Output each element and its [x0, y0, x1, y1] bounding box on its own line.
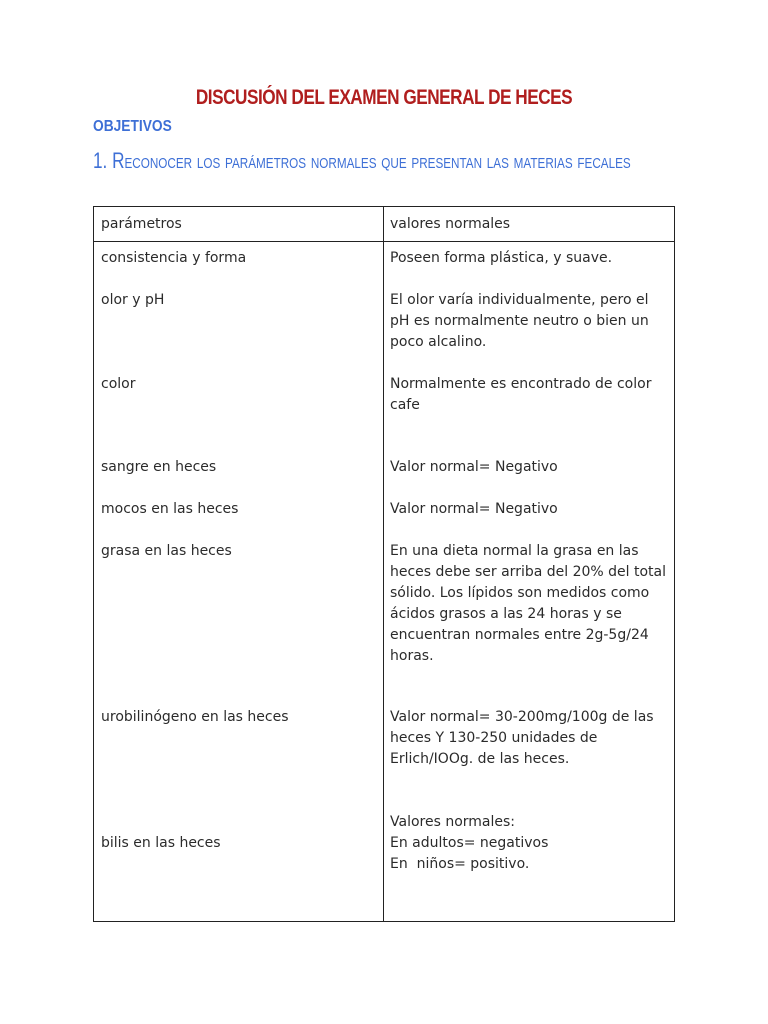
param-color: color [101, 376, 136, 392]
param-grasa: grasa en las heces [101, 543, 232, 559]
param-bilis: bilis en las heces [101, 835, 221, 851]
bilis-line: En niños= positivo. [390, 856, 530, 872]
bilis-line: Valores normales: [390, 814, 516, 830]
value-bilis [390, 812, 672, 875]
header-divider [94, 241, 674, 242]
header-parametros: parámetros [101, 216, 182, 232]
param-olor-ph: olor y pH [101, 292, 165, 308]
parameters-table [93, 206, 675, 922]
param-mocos: mocos en las heces [101, 501, 239, 517]
column-divider [383, 207, 384, 921]
value-olor-ph: El olor varía individualmente, pero el pH es normalmente neutro o bien un poco alcalino. [390, 292, 649, 350]
value-color: Normalmente es encontrado de color cafe [390, 376, 652, 413]
value-sangre: Valor normal= Negativo [390, 459, 558, 475]
value-urobilinogeno: Valor normal= 30-200mg/100g de las heces Y 130-250 unidades de Erlich/IOOg. de las heces. [390, 709, 654, 767]
objective-heading: 1. Reconocer los parámetros normales que presentan las materias fecales [93, 148, 631, 173]
param-sangre: sangre en heces [101, 459, 217, 475]
value-consistencia: Poseen forma plástica, y suave. [390, 250, 613, 266]
section-label-objetivos: OBJETIVOS [93, 118, 172, 135]
header-valores-normales: valores normales [390, 216, 511, 232]
param-consistencia: consistencia y forma [101, 250, 247, 266]
value-mocos: Valor normal= Negativo [390, 501, 558, 517]
page-title: DISCUSIÓN DEL EXAMEN GENERAL DE HECES [195, 86, 573, 109]
bilis-line: En adultos= negativos [390, 835, 549, 851]
param-urobilinogeno: urobilinógeno en las heces [101, 709, 289, 725]
value-grasa: En una dieta normal la grasa en las heces debe ser arriba del 20% del total sólido. Los lípidos son medidos como ácidos grasos a las 24 horas y se encuentran normales entre 2g-5g/24 horas. [390, 543, 667, 664]
